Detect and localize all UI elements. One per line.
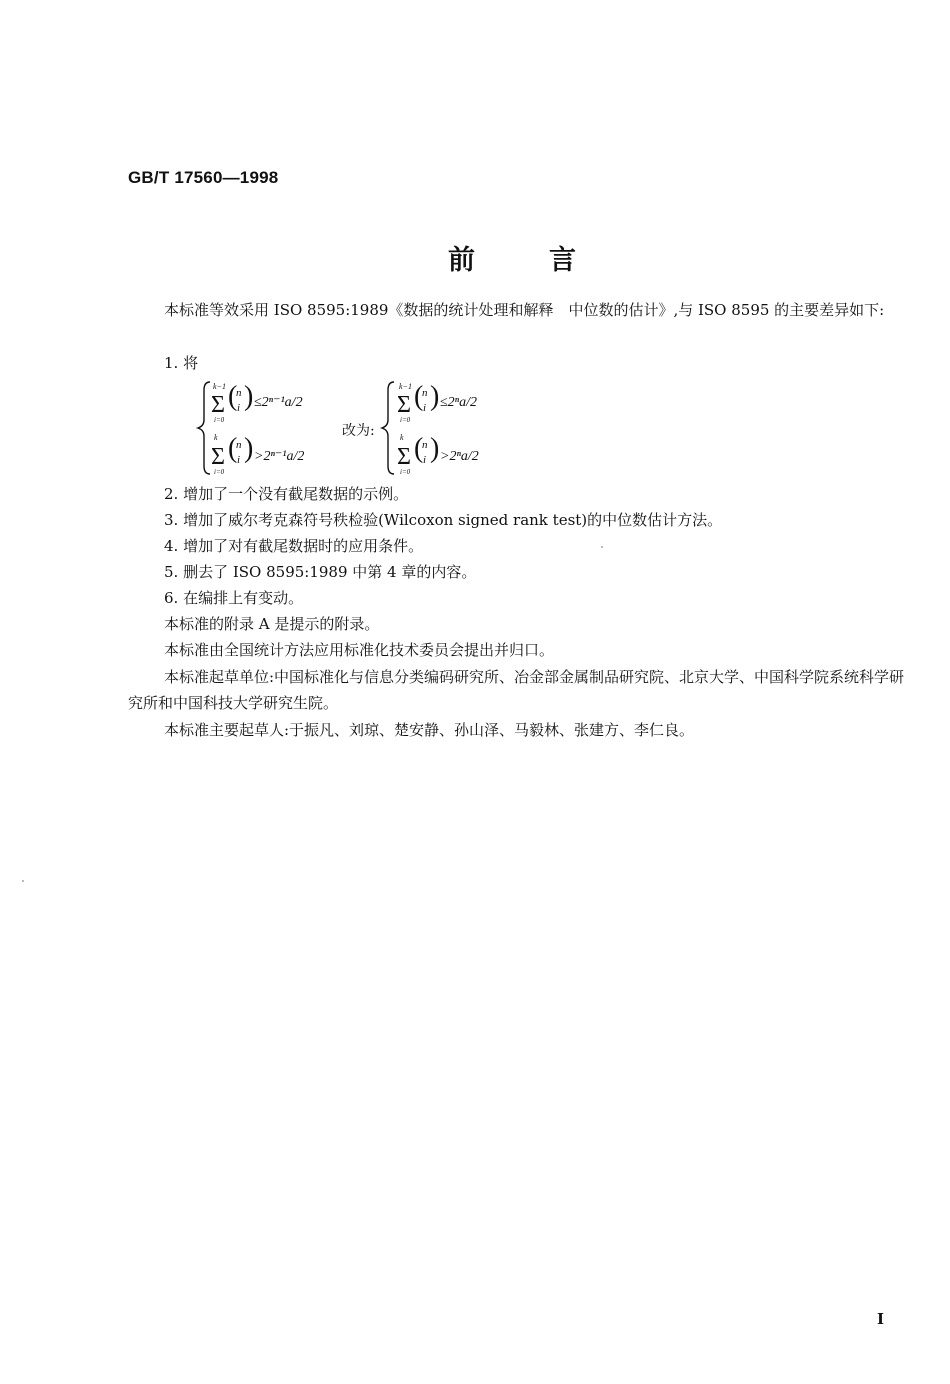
- sum-upper-right-1: k−1: [399, 382, 412, 391]
- sum-lower-left-1: i=0: [214, 416, 225, 424]
- binom-top-left-2: n: [236, 439, 242, 451]
- right-ineq-2: >2ⁿa/2: [440, 449, 479, 464]
- sum-upper-right-2: k: [400, 433, 404, 442]
- left-ineq-2: >2ⁿ⁻¹a/2: [254, 449, 305, 464]
- item-3: 3. 增加了威尔考克森符号秩检验(Wilcoxon signed rank test)的中位数估计方法。: [164, 511, 723, 529]
- appendix-paragraph: 本标准的附录 A 是提示的附录。: [164, 615, 380, 633]
- drafters-paragraph: 本标准主要起草人:于振凡、刘琼、楚安静、孙山泽、马毅林、张建方、李仁良。: [164, 721, 695, 739]
- change-to-label: 改为:: [342, 423, 375, 439]
- binom-top-right-2: n: [422, 439, 428, 451]
- binom-paren-right-1: ): [244, 381, 254, 412]
- item-5: 5. 删去了 ISO 8595:1989 中第 4 章的内容。: [164, 563, 477, 581]
- binom-bottom-left-1: i: [237, 402, 241, 414]
- left-brace-icon: [198, 382, 210, 474]
- sigma-right-1: Σ: [397, 392, 411, 418]
- item-2: 2. 增加了一个没有截尾数据的示例。: [164, 485, 409, 503]
- binom-top-left-1: n: [236, 387, 242, 399]
- binom-paren-right-2: ): [244, 433, 254, 464]
- binom-paren-right-3: ): [430, 381, 440, 412]
- sigma-left-2: Σ: [211, 444, 225, 470]
- binom-bottom-right-1: i: [423, 402, 427, 414]
- proposer-paragraph: 本标准由全国统计方法应用标准化技术委员会提出并归口。: [164, 641, 555, 659]
- binom-top-right-1: n: [422, 387, 428, 399]
- binom-paren-right-4: ): [430, 433, 440, 464]
- item-4: 4. 增加了对有截尾数据时的应用条件。: [164, 537, 424, 555]
- binom-paren-left-3: (: [414, 381, 424, 412]
- sum-upper-left-2: k: [214, 433, 218, 442]
- left-ineq-1: ≤2ⁿ⁻¹a/2: [254, 395, 303, 410]
- sigma-left-1: Σ: [211, 392, 225, 418]
- binom-paren-left-2: (: [228, 433, 238, 464]
- binom-paren-left-1: (: [228, 381, 238, 412]
- standard-code: GB/T 17560—1998: [128, 168, 279, 187]
- binom-bottom-left-2: i: [237, 454, 241, 466]
- page-number: I: [877, 1310, 885, 1328]
- drafting-units-paragraph: 本标准起草单位:中国标准化与信息分类编码研究所、冶金部金属制品研究院、北京大学、中国科学院系统科学研究所和中国科技大学研究生院。: [128, 668, 905, 712]
- sum-lower-left-2: i=0: [214, 468, 225, 476]
- item-1-label: 1. 将: [164, 354, 199, 372]
- sigma-right-2: Σ: [397, 444, 411, 470]
- right-ineq-1: ≤2ⁿa/2: [440, 395, 477, 410]
- right-brace-icon: [382, 382, 394, 474]
- sum-lower-right-1: i=0: [400, 416, 411, 424]
- formula-block: [196, 378, 536, 478]
- scan-speck: [22, 880, 24, 882]
- binom-bottom-right-2: i: [423, 454, 427, 466]
- item-6: 6. 在编排上有变动。: [164, 589, 304, 607]
- binom-paren-left-4: (: [414, 433, 424, 464]
- scan-speck: [601, 546, 603, 548]
- sum-lower-right-2: i=0: [400, 468, 411, 476]
- sum-upper-left-1: k−1: [213, 382, 226, 391]
- page-title: 前言: [448, 245, 650, 276]
- intro-paragraph: 本标准等效采用 ISO 8595:1989《数据的统计处理和解释 中位数的估计》,与 ISO 8595 的主要差异如下:: [164, 301, 885, 319]
